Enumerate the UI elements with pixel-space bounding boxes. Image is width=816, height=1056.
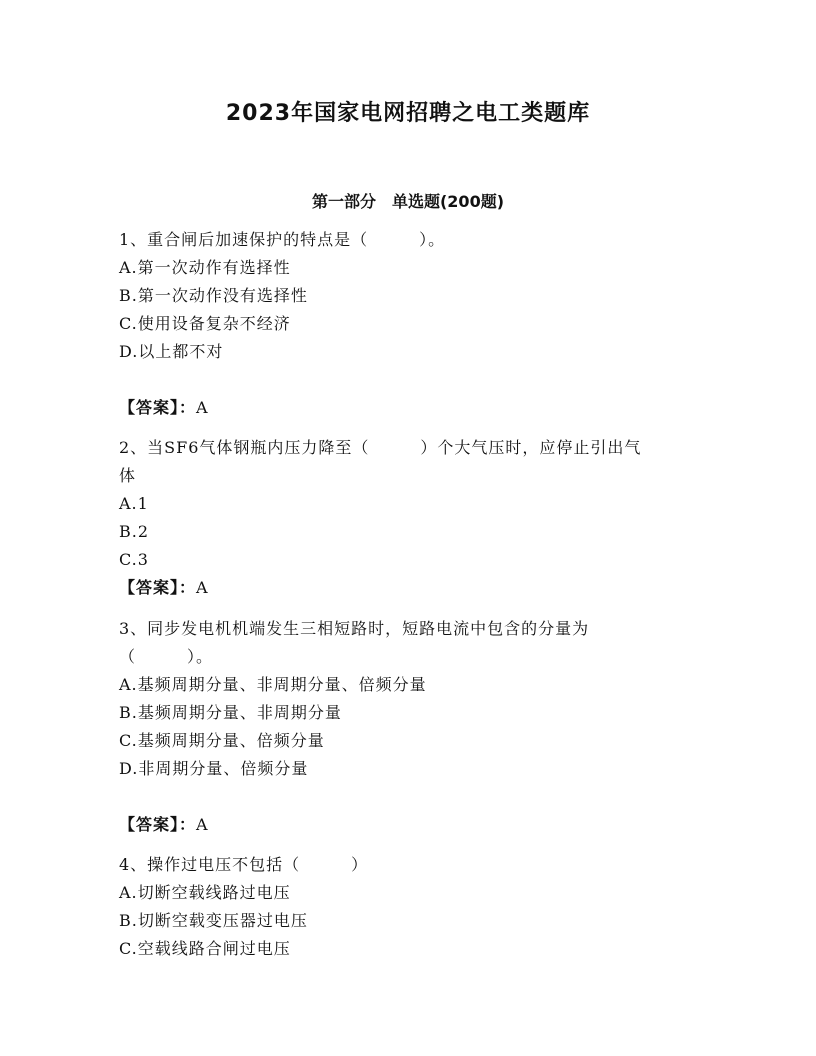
question-3-answer [119,815,209,835]
question-1-option-b: B.第一次动作没有选择性 [119,286,308,305]
answer-label: 【答案】： [119,578,197,597]
question-4-option-a: A.切断空载线路过电压 [119,883,291,902]
question-3-option-a: A.基频周期分量、非周期分量、倍频分量 [119,675,427,694]
question-3-option-b: B.基频周期分量、非周期分量 [119,703,342,722]
answer-value: A [196,398,209,417]
question-2-stem-continued: 体 [119,466,137,485]
question-2-option-a: A.1 [119,494,149,513]
question-3-stem-continued: （ ）。 [119,647,214,666]
question-4-stem: 4、操作过电压不包括（ ） [119,855,369,874]
question-1-option-a: A.第一次动作有选择性 [119,258,291,277]
question-2-option-c: C.3 [119,550,149,569]
answer-label: 【答案】： [119,815,197,834]
question-3-option-d: D.非周期分量、倍频分量 [119,759,309,778]
question-2-option-b: B.2 [119,522,150,541]
question-2-stem: 2、当SF6气体钢瓶内压力降至（ ）个大气压时，应停止引出气 [119,438,642,457]
question-2-answer [119,578,209,598]
question-1-answer [119,398,209,418]
answer-value: A [196,578,209,597]
question-3-stem: 3、同步发电机机端发生三相短路时，短路电流中包含的分量为 [119,619,590,638]
question-1-stem: 1、重合闸后加速保护的特点是（ ）。 [119,230,446,249]
question-1-option-d: D.以上都不对 [119,342,224,361]
question-4-option-b: B.切断空载变压器过电压 [119,911,308,930]
answer-value: A [196,815,209,834]
question-1-option-c: C.使用设备复杂不经济 [119,314,291,333]
section-heading: 第一部分 单选题(200题) [311,192,505,211]
question-4-option-c: C.空载线路合闸过电压 [119,939,291,958]
document-title: 2023年国家电网招聘之电工类题库 [225,101,591,126]
answer-label: 【答案】： [119,398,197,417]
question-3-option-c: C.基频周期分量、倍频分量 [119,731,325,750]
